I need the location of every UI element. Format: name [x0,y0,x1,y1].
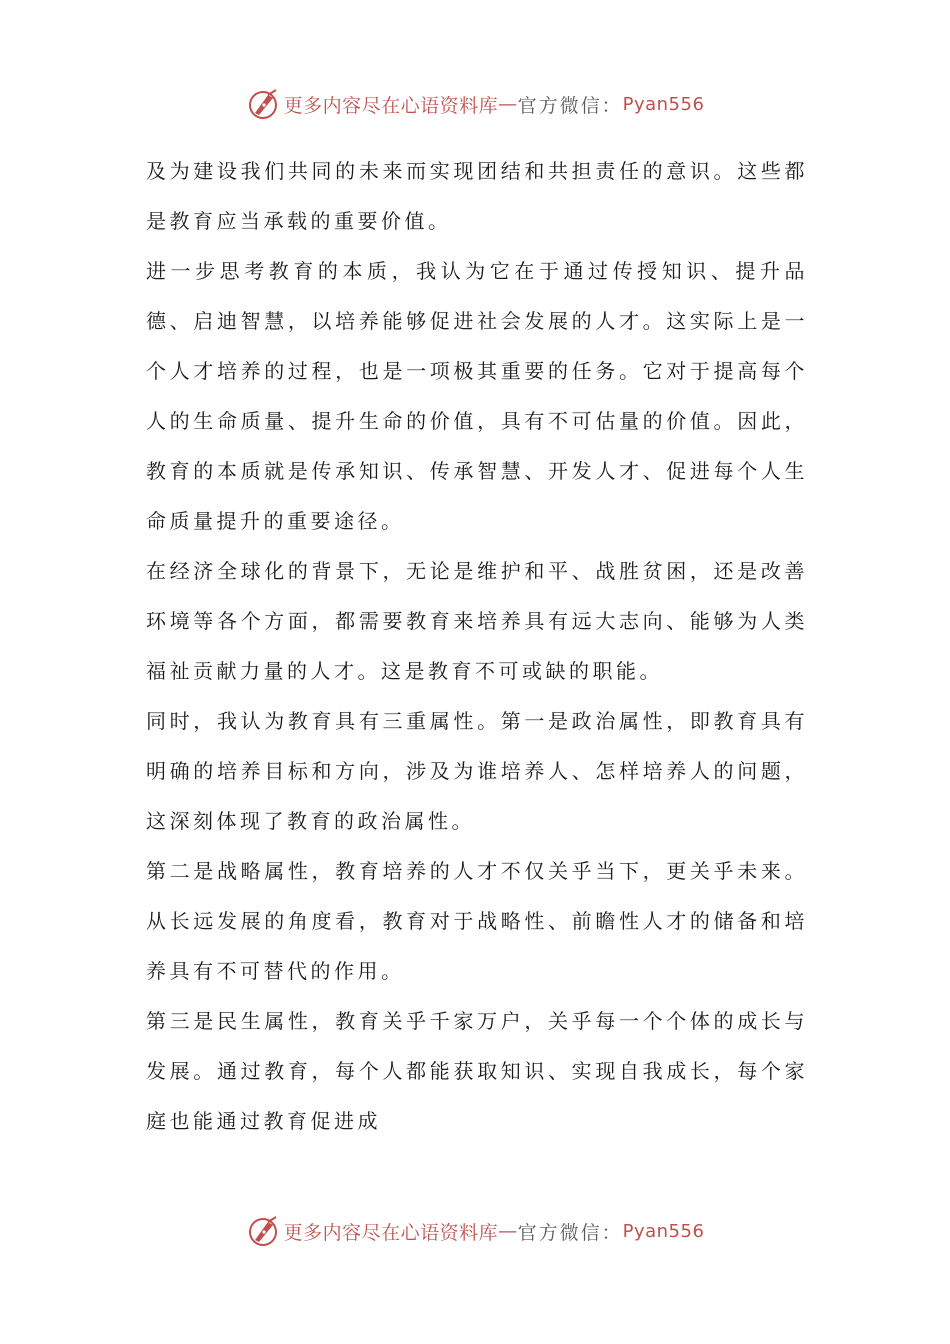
footer-wechat-id: Pyan556 [622,1220,705,1242]
paragraph: 同时，我认为教育具有三重属性。第一是政治属性，即教育具有明确的培养目标和方向，涉及为谁培养人、怎样培养人的问题，这深刻体现了教育的政治属性。 [146,709,808,833]
footer-library-text: 更多内容尽在心语资料库 [283,1221,499,1244]
paragraph: 第三是民生属性，教育关乎千家万户，关乎每一个个体的成长与发展。通过教育，每个人都能获取知识、实现自我成长，每个家庭也能通过教育促进成 [146,1009,808,1133]
header-banner [0,84,950,124]
header-official-text: 官方微信： [517,94,623,117]
footer-banner [0,1211,950,1251]
pen-nib-circle-icon [246,1214,280,1248]
paragraph: 第二是战略属性，教育培养的人才不仅关乎当下，更关乎未来。从长远发展的角度看，教育对于战略性、前瞻性人才的储备和培养具有不可替代的作用。 [146,859,808,983]
paragraph: 进一步思考教育的本质，我认为它在于通过传授知识、提升品德、启迪智慧，以培养能够促进社会发展的人才。这实际上是一个人才培养的过程，也是一项极其重要的任务。它对于提高每个人的生命质量、提升生命的价值，具有不可估量的价值。因此，教育的本质就是传承知识、传承智慧、开发人才、促进每个人生命质量提升的重要途径。 [146,259,808,533]
paragraph: 在经济全球化的背景下，无论是维护和平、战胜贫困，还是改善环境等各个方面，都需要教育来培养具有远大志向、能够为人类福祉贡献力量的人才。这是教育不可或缺的职能。 [146,559,808,683]
header-dash: — [498,93,518,115]
pen-nib-circle-icon [246,87,280,121]
header-wechat-id: Pyan556 [622,93,705,115]
footer-official-text: 官方微信： [517,1221,623,1244]
header-library-text: 更多内容尽在心语资料库 [283,94,499,117]
paragraph: 及为建设我们共同的未来而实现团结和共担责任的意识。这些都是教育应当承载的重要价值。 [146,159,808,233]
document-body [146,146,808,1146]
footer-dash: — [498,1220,518,1242]
